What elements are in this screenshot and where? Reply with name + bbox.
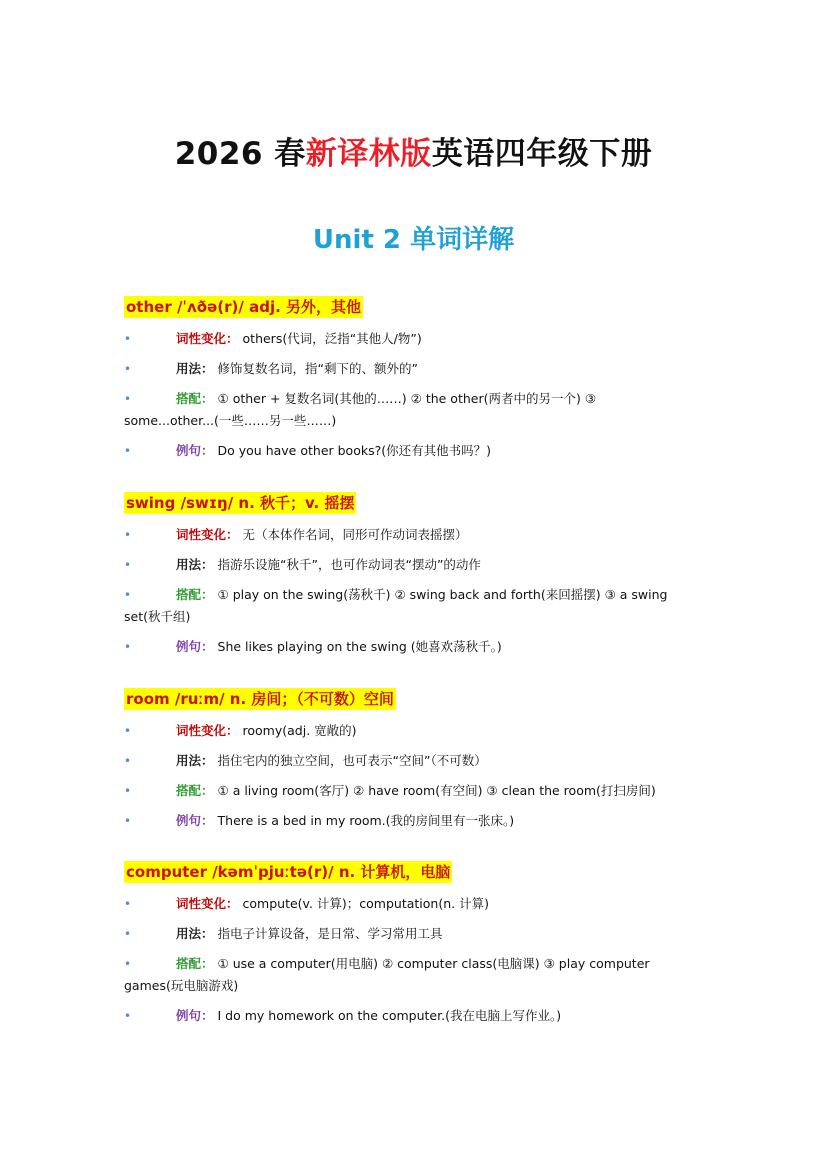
yongfa-row	[124, 750, 704, 772]
liju-label: 例句：	[176, 639, 214, 654]
yongfa-row	[124, 554, 704, 576]
bullet-icon: •	[124, 784, 132, 798]
yongfa-label: 用法：	[176, 753, 214, 768]
yongfa-label: 用法：	[176, 557, 214, 572]
liju-row	[124, 636, 704, 658]
liju-label: 例句：	[176, 443, 214, 458]
dapei-text-line2: games(玩电脑游戏)	[124, 978, 239, 993]
cixing-label: 词性变化：	[176, 527, 239, 542]
cixing-row	[124, 720, 704, 742]
liju-label: 例句：	[176, 1008, 214, 1023]
liju-row	[124, 440, 704, 462]
bullet-icon: •	[124, 814, 132, 828]
bullet-icon: •	[124, 528, 132, 542]
title-suffix: 英语四年级下册	[431, 136, 653, 172]
yongfa-text: 修饰复数名词，指“剩下的、额外的”	[217, 361, 418, 376]
dapei-label: 搭配：	[176, 956, 214, 971]
liju-text: There is a bed in my room.(我的房间里有一张床。)	[217, 813, 515, 828]
dapei-label: 搭配：	[176, 391, 214, 406]
word-entry-swing	[124, 492, 704, 658]
bullet-icon: •	[124, 754, 132, 768]
bullet-icon: •	[124, 444, 132, 458]
dapei-row	[124, 780, 704, 802]
dapei-row	[124, 388, 704, 432]
bullet-icon: •	[124, 640, 132, 654]
yongfa-label: 用法：	[176, 926, 214, 941]
word-heading: computer /kəmˈpjuːtə(r)/ n. 计算机，电脑	[126, 863, 451, 881]
yongfa-label: 用法：	[176, 361, 214, 376]
yongfa-text: 指住宅内的独立空间，也可表示“空间”（不可数）	[217, 753, 487, 768]
cixing-label: 词性变化：	[176, 331, 239, 346]
dapei-text-line1: ① play on the swing(荡秋千) ② swing back and forth(来回摇摆) ③ a swing	[217, 587, 668, 602]
liju-text: Do you have other books?(你还有其他书吗？)	[217, 443, 491, 458]
bullet-icon: •	[124, 927, 132, 941]
dapei-row	[124, 584, 704, 628]
dapei-text-line2: set(秋千组)	[124, 609, 191, 624]
dapei-label: 搭配：	[176, 783, 214, 798]
page-title	[0, 128, 827, 173]
yongfa-text: 指游乐设施“秋千”，也可作动词表“摆动”的动作	[217, 557, 481, 572]
bullet-icon: •	[124, 957, 132, 971]
cixing-label: 词性变化：	[176, 723, 239, 738]
dapei-text-line1: ① a living room(客厅) ② have room(有空间) ③ clean the room(打扫房间)	[217, 783, 656, 798]
dapei-text-line1: ① other + 复数名词(其他的……) ② the other(两者中的另一个) ③	[217, 391, 597, 406]
word-entry-other	[124, 296, 704, 462]
cixing-text: roomy(adj. 宽敞的)	[242, 723, 357, 738]
bullet-icon: •	[124, 588, 132, 602]
title-highlight: 新译林版	[305, 136, 432, 172]
bullet-icon: •	[124, 362, 132, 376]
dapei-label: 搭配：	[176, 587, 214, 602]
yongfa-row	[124, 358, 704, 380]
cixing-row	[124, 524, 704, 546]
liju-row	[124, 1005, 704, 1027]
unit-subtitle: Unit 2 单词详解	[312, 225, 515, 255]
liju-text: I do my homework on the computer.(我在电脑上写作业。)	[217, 1008, 562, 1023]
dapei-row	[124, 953, 704, 997]
bullet-icon: •	[124, 332, 132, 346]
bullet-icon: •	[124, 392, 132, 406]
liju-text: She likes playing on the swing (她喜欢荡秋千。)	[217, 639, 502, 654]
cixing-text: 无（本体作名词，同形可作动词表摇摆）	[242, 527, 468, 542]
dapei-text-line2: some...other...(一些……另一些……)	[124, 413, 337, 428]
liju-row	[124, 810, 704, 832]
cixing-text: others(代词，泛指“其他人/物”)	[242, 331, 422, 346]
word-heading: room /ruːm/ n. 房间；（不可数）空间	[126, 690, 394, 708]
word-heading: other /ˈʌðə(r)/ adj. 另外，其他	[126, 298, 362, 316]
cixing-label: 词性变化：	[176, 896, 239, 911]
yongfa-text: 指电子计算设备，是日常、学习常用工具	[217, 926, 443, 941]
cixing-row	[124, 328, 704, 350]
bullet-icon: •	[124, 897, 132, 911]
word-entry-computer	[124, 861, 704, 1027]
word-heading: swing /swɪŋ/ n. 秋千；v. 摇摆	[126, 494, 355, 512]
dapei-text-line1: ① use a computer(用电脑) ② computer class(电脑课) ③ play computer	[217, 956, 650, 971]
cixing-text: compute(v. 计算)；computation(n. 计算)	[242, 896, 489, 911]
cixing-row	[124, 893, 704, 915]
bullet-icon: •	[124, 1009, 132, 1023]
bullet-icon: •	[124, 724, 132, 738]
title-prefix: 2026 春	[174, 136, 306, 172]
liju-label: 例句：	[176, 813, 214, 828]
word-entry-room	[124, 688, 704, 832]
yongfa-row	[124, 923, 704, 945]
bullet-icon: •	[124, 558, 132, 572]
